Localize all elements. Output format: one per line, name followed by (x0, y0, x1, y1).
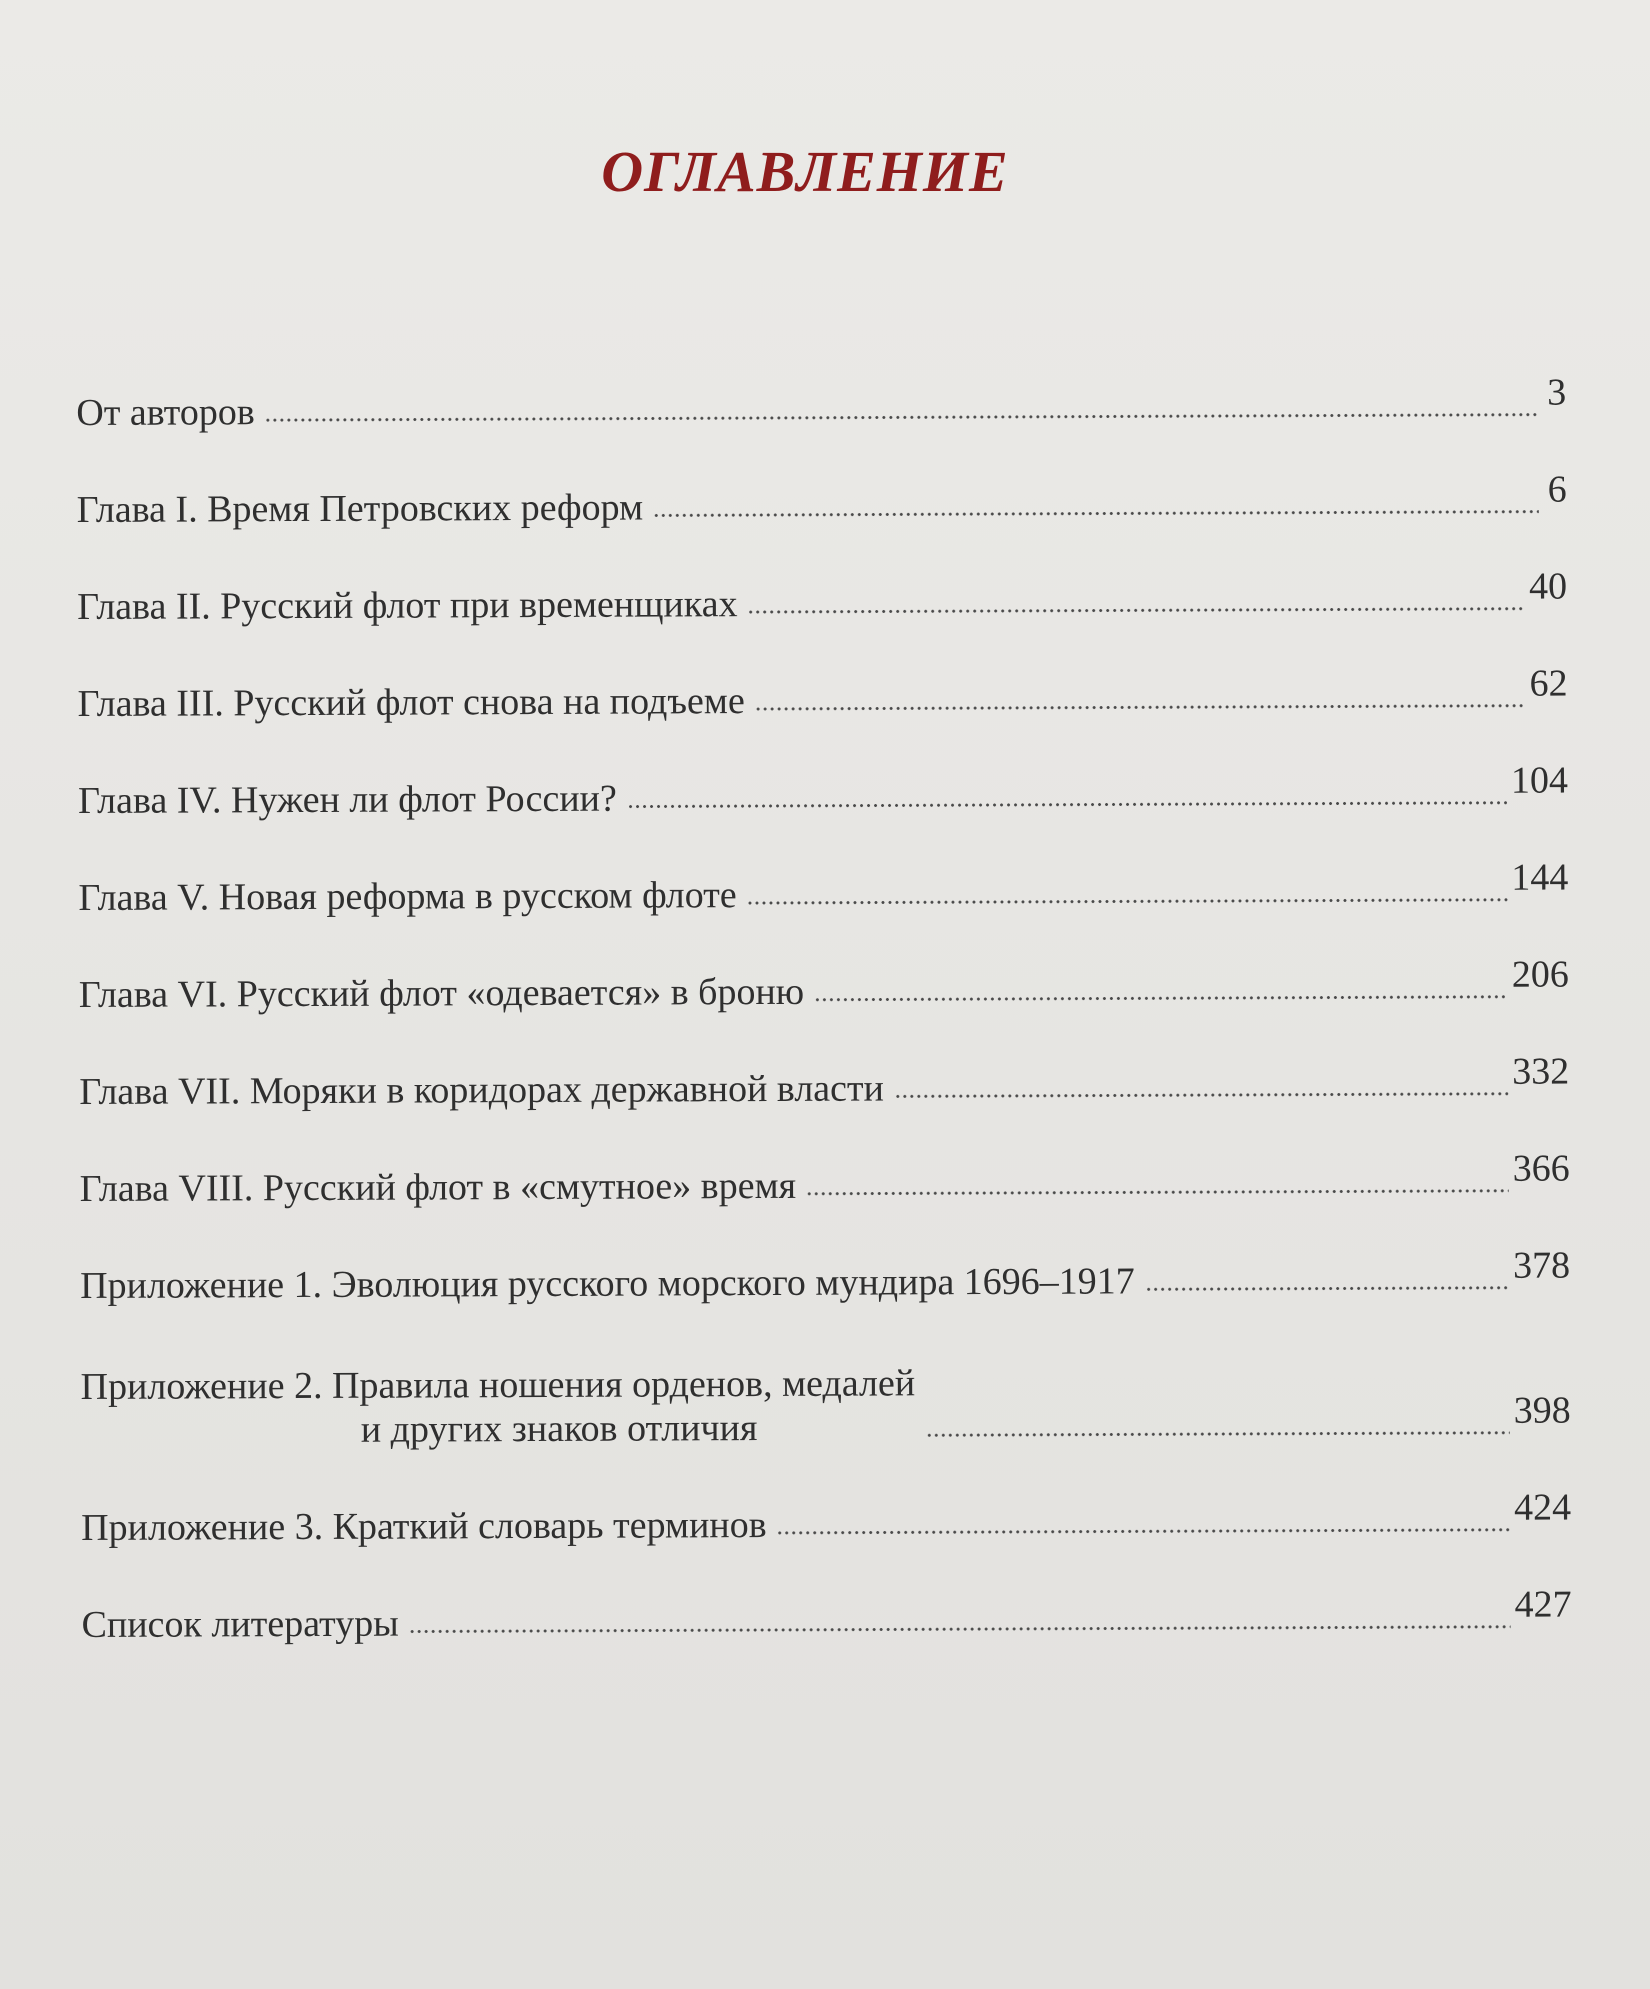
toc-page-number: 424 (1514, 1486, 1572, 1529)
toc-entry-label: Глава VIII. Русский флот в «смутное» время (79, 1164, 797, 1210)
page-title: ОГЛАВЛЕНИЕ (601, 139, 1009, 204)
toc-entry-label: Приложение 3. Краткий словарь терминов (81, 1503, 767, 1549)
toc-page-number: 378 (1512, 1244, 1571, 1287)
dot-leader (748, 605, 1526, 616)
toc-entry-label-continuation: и других знаков отличия (360, 1407, 758, 1451)
dot-leader (755, 702, 1526, 713)
toc-entry-chapter-5 (78, 816, 1568, 920)
toc-entry-appendix-1 (80, 1204, 1570, 1308)
toc-entry-label: Приложение 2. Правила ношения орденов, медалей (80, 1362, 916, 1408)
toc-entry-chapter-6 (79, 913, 1569, 1017)
toc-page-number: 332 (1512, 1050, 1570, 1093)
dot-leader (806, 1187, 1509, 1198)
toc-entry-label: Глава IV. Нужен ли флот России? (77, 777, 617, 822)
toc-entry-chapter-4 (78, 719, 1568, 823)
dot-leader (747, 896, 1508, 907)
dot-leader (1145, 1284, 1509, 1294)
toc-entry-label: Глава VII. Моряки в коридорах державной власти (79, 1067, 885, 1113)
dot-leader (777, 1526, 1511, 1537)
dot-leader (814, 993, 1508, 1004)
toc-entry-chapter-7 (79, 1010, 1569, 1114)
toc-entry-appendix-2 (80, 1301, 1571, 1453)
dot-leader (265, 411, 1539, 425)
toc-entry-label: Глава I. Время Петровских реформ (76, 486, 644, 531)
toc-entry-bibliography (81, 1543, 1571, 1647)
toc-entry-chapter-2 (77, 525, 1567, 629)
toc-page-number: 144 (1511, 856, 1569, 899)
toc-page-number: 206 (1511, 953, 1569, 996)
toc-page-number: 62 (1529, 662, 1568, 705)
dot-leader (894, 1090, 1508, 1101)
toc-entry-label: Глава V. Новая реформа в русском флоте (78, 874, 737, 919)
toc-entry-label: Глава III. Русский флот снова на подъеме (77, 680, 745, 725)
toc-entry-authors (76, 331, 1566, 435)
dot-leader (409, 1623, 1511, 1636)
toc-page-number: 398 (1513, 1389, 1571, 1432)
toc-entry-appendix-3 (81, 1446, 1571, 1550)
toc-entry-label: Приложение 1. Эволюция русского морского мундира 1696–1917 (80, 1260, 1135, 1307)
toc-entry-chapter-3 (77, 622, 1567, 726)
dot-leader (653, 508, 1539, 520)
toc-entry-label: Глава II. Русский флот при временщиках (77, 583, 738, 628)
toc-page-number: 104 (1510, 759, 1569, 802)
toc-page-number: 3 (1547, 371, 1567, 414)
table-of-contents (76, 331, 1572, 1646)
dot-leader (627, 799, 1507, 811)
toc-page-number: 6 (1547, 468, 1567, 511)
toc-page-number: 40 (1529, 565, 1568, 608)
toc-entry-chapter-1 (76, 428, 1566, 532)
toc-entry-chapter-8 (79, 1107, 1569, 1211)
toc-entry-label: От авторов (76, 391, 255, 434)
toc-entry-label: Глава VI. Русский флот «одевается» в броню (78, 970, 805, 1016)
toc-page-number: 427 (1514, 1583, 1572, 1626)
dot-leader (925, 1429, 1509, 1440)
toc-entry-label: Список литературы (81, 1602, 399, 1646)
toc-page-number: 366 (1512, 1147, 1570, 1190)
